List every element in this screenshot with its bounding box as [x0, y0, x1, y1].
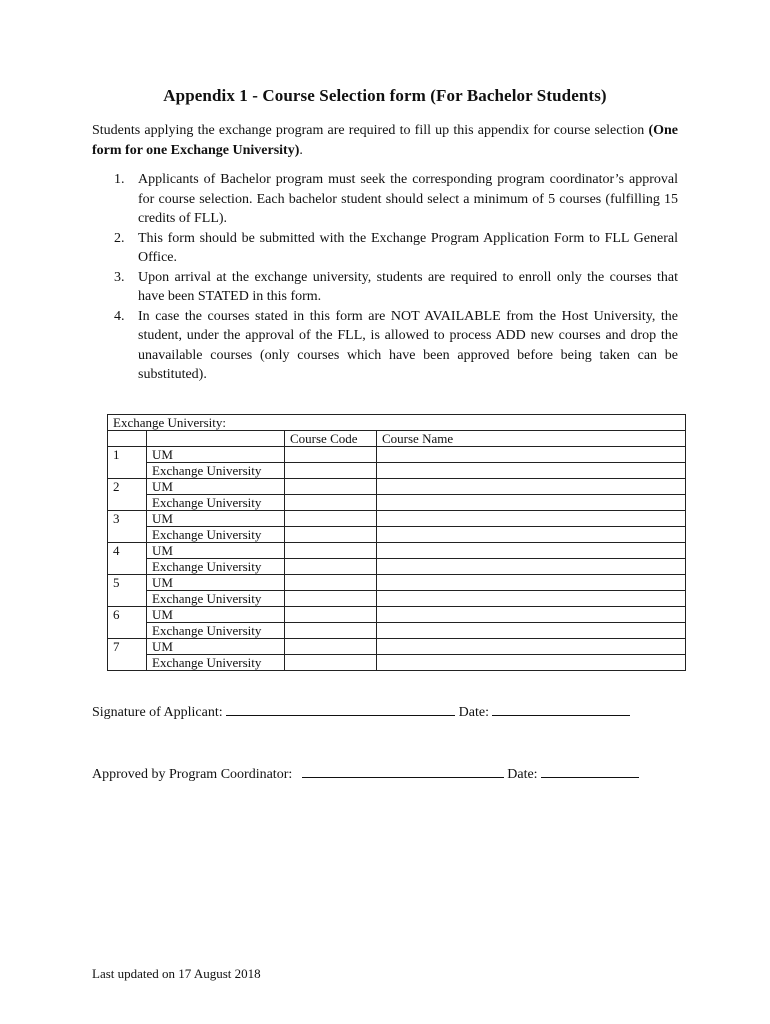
instruction-number: 3. [114, 269, 125, 285]
course-name-cell[interactable] [377, 511, 686, 527]
course-name-cell[interactable] [377, 479, 686, 495]
row-number: 3 [108, 511, 147, 543]
um-label: UM [147, 575, 285, 591]
signature-label: Signature of Applicant: [92, 705, 223, 720]
course-name-cell[interactable] [377, 527, 686, 543]
table-title-row [108, 415, 686, 431]
course-name-cell[interactable] [377, 623, 686, 639]
row-number: 5 [108, 575, 147, 607]
course-code-cell[interactable] [285, 479, 377, 495]
row-number: 4 [108, 543, 147, 575]
instruction-text: This form should be submitted with the Exchange Program Application Form to FLL General Office. [138, 230, 678, 265]
um-label: UM [147, 543, 285, 559]
instruction-number: 2. [114, 230, 125, 246]
row-number: 1 [108, 447, 147, 479]
row-number: 2 [108, 479, 147, 511]
approval-signature-field[interactable] [302, 765, 504, 778]
signature-date-field[interactable] [492, 703, 630, 716]
instruction-item [92, 268, 678, 307]
instruction-number: 4. [114, 308, 125, 324]
course-code-cell[interactable] [285, 495, 377, 511]
course-name-cell[interactable] [377, 559, 686, 575]
exchange-university-label: Exchange University [147, 591, 285, 607]
table-header-row [108, 431, 686, 447]
course-code-cell[interactable] [285, 463, 377, 479]
signature-date-label: Date: [458, 705, 489, 720]
instruction-text: Upon arrival at the exchange university, students are required to enroll only the courses that have been STATED in this form. [138, 269, 678, 304]
course-code-cell[interactable] [285, 591, 377, 607]
course-name-cell[interactable] [377, 639, 686, 655]
um-label: UM [147, 639, 285, 655]
approval-date-label: Date: [507, 767, 538, 782]
course-name-cell[interactable] [377, 591, 686, 607]
approval-label: Approved by Program Coordinator: [92, 767, 293, 782]
exchange-university-label: Exchange University [147, 623, 285, 639]
row-number: 6 [108, 607, 147, 639]
footer-note: Last updated on 17 August 2018 [92, 966, 261, 981]
signature-field[interactable] [226, 703, 455, 716]
row-number: 7 [108, 639, 147, 671]
um-label: UM [147, 607, 285, 623]
table-row [108, 639, 686, 655]
um-label: UM [147, 447, 285, 463]
exchange-university-label: Exchange University [147, 527, 285, 543]
course-selection-table [107, 414, 686, 671]
instruction-text: Applicants of Bachelor program must seek the corresponding program coordinator’s approval for course selection. Each bachelor student should select a minimum of 5 courses (fulfilling 15 credits of FLL). [138, 172, 678, 226]
intro-end: . [299, 143, 303, 158]
intro-bold: (One form for one Exchange University) [92, 123, 678, 158]
table-row [108, 479, 686, 495]
course-name-cell[interactable] [377, 607, 686, 623]
table-row [108, 591, 686, 607]
approval-line [92, 765, 639, 783]
course-code-cell[interactable] [285, 639, 377, 655]
instruction-item [92, 307, 678, 385]
approval-date-field[interactable] [541, 765, 639, 778]
instruction-text: In case the courses stated in this form are NOT AVAILABLE from the Host University, the student, under the approval of the FLL, is allowed to process ADD new courses and drop the unavailable courses (only courses which have been approved before being taken can be substituted). [138, 308, 678, 382]
course-code-cell[interactable] [285, 511, 377, 527]
table-row [108, 463, 686, 479]
intro-paragraph [92, 121, 678, 161]
table-row [108, 527, 686, 543]
table-row [108, 447, 686, 463]
exchange-university-field[interactable]: Exchange University: [108, 415, 686, 431]
header-blank-cell [108, 431, 147, 447]
instruction-number: 1. [114, 172, 125, 187]
table-row [108, 623, 686, 639]
course-name-cell[interactable] [377, 447, 686, 463]
course-name-cell[interactable] [377, 463, 686, 479]
course-name-cell[interactable] [377, 575, 686, 591]
intro-text: Students applying the exchange program are required to fill up this appendix for course selection [92, 123, 649, 138]
course-code-header: Course Code [285, 431, 377, 447]
table-row [108, 511, 686, 527]
signature-line [92, 703, 630, 721]
instruction-item [92, 229, 678, 268]
course-code-cell[interactable] [285, 559, 377, 575]
course-code-cell[interactable] [285, 527, 377, 543]
table-row [108, 607, 686, 623]
exchange-university-label: Exchange University [147, 463, 285, 479]
exchange-university-label: Exchange University [147, 559, 285, 575]
course-code-cell[interactable] [285, 623, 377, 639]
table-row [108, 495, 686, 511]
course-name-cell[interactable] [377, 495, 686, 511]
table-row [108, 559, 686, 575]
page-title: Appendix 1 - Course Selection form (For Bachelor Students) [163, 86, 607, 105]
table-row [108, 543, 686, 559]
exchange-university-label: Exchange University [147, 655, 285, 671]
um-label: UM [147, 479, 285, 495]
course-code-cell[interactable] [285, 607, 377, 623]
um-label: UM [147, 511, 285, 527]
exchange-university-label: Exchange University [147, 495, 285, 511]
header-blank-cell [147, 431, 285, 447]
course-code-cell[interactable] [285, 543, 377, 559]
course-name-cell[interactable] [377, 543, 686, 559]
table-row [108, 575, 686, 591]
course-code-cell[interactable] [285, 655, 377, 671]
instructions-list [92, 170, 678, 385]
course-name-header: Course Name [377, 431, 686, 447]
course-code-cell[interactable] [285, 447, 377, 463]
course-code-cell[interactable] [285, 575, 377, 591]
table-row [108, 655, 686, 671]
instruction-item [92, 170, 678, 229]
course-name-cell[interactable] [377, 655, 686, 671]
